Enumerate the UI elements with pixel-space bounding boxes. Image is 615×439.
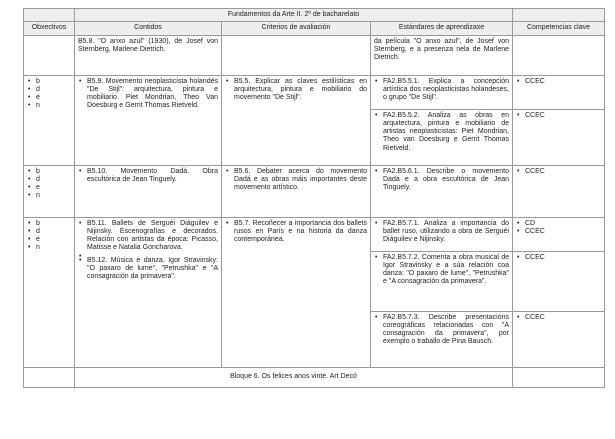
objectives-cell [24,165,75,217]
contents-cell [75,165,222,217]
objective-item: • b [27,220,71,228]
curriculum-table [23,8,605,388]
standards-cell [371,311,513,367]
standard-item: • FA2.B5.7.2. Comenta a obra musical de Igor Stravinsky e a súa relación coa danza: "O paxaro de lume", "Petrushka" e "A consagración da primavera". [374,254,509,287]
competence-item: • CCEC [516,168,601,176]
standard-item: • FA2.B5.5.2. Analiza as obras en arquitectura, pintura e mobiliario de artistas neoplasticistas: Piet Mondrian, Theo van Doesburg e Gerrit Thomas Rietveld. [374,112,509,153]
contents-item: • B5.12. Música e danza. Igor Stravinsky: "O paxaro de lume", "Petrushka" e "A consagración da primavera". [78,257,218,282]
table-row [24,35,605,75]
objective-item: • d [27,86,71,94]
objective-item: • n [27,102,71,110]
competence-item: • CCEC [516,228,601,236]
standards-cell: da película "O anxo azul", de Josef von Sternberg, e a presenza nela de Marlene Dietrich. [371,35,513,75]
objectives-cell [24,217,75,367]
competence-item: • CCEC [516,314,601,322]
competences-cell [513,251,605,311]
competence-item: • CCEC [516,112,601,120]
standard-item: • FA2.B5.5.1. Explica a concepción artística dos neoplasticistas holandeses, o grupo "De Stijl". [374,78,509,103]
header-competences: Competencias clave [513,22,605,35]
header-standards: Estándares de aprendizaxe [371,22,513,35]
contents-item: • B5.10. Movemento Dadá. Obra escultórica de Jean Tinguely. [78,168,218,185]
table-row [24,217,605,251]
header-objectives: Obxectivos [24,22,75,35]
contents-item: • B5.11. Ballets de Serguéi Diáguilev e Nijinsky. Escenografías e decorados. Relación con artistas da época: Picasso, Matisse e Natalia Goncharova. [78,220,218,253]
criteria-item: • B5.6. Debater acerca do movemento Dadá e as obras máis importantes deste movemento artístico. [225,168,367,193]
criteria-cell [222,165,371,217]
competences-cell [513,217,605,251]
criteria-item: • B5.7. Recoñecer a importancia dos ballets rusos en París e na historia da danza contemporánea. [225,220,367,245]
table-row [24,165,605,217]
competence-item: • CCEC [516,254,601,262]
competence-item: • CD [516,220,601,228]
objective-item: • b [27,168,71,176]
contents-cell [75,75,222,165]
criteria-item: • B5.5. Explicar as claves estilísticas en arquitectura, pintura e mobiliario do movemento "De Stijl". [225,78,367,103]
standard-item: • FA2.B5.7.3. Describe presentacións coreográficas relacionadas con "A consagración da primavera", por exemplo o traballo de Pina Bausch. [374,314,509,347]
competences-cell [513,109,605,165]
competences-cell [513,75,605,109]
table-title: Fundamentos da Arte II. 2º de bacharelato [75,9,513,22]
title-row [24,9,605,22]
objective-item: • n [27,192,71,200]
header-criteria: Criterios de avaliación [222,22,371,35]
objective-item: • d [27,176,71,184]
standards-cell [371,251,513,311]
objective-item: • e [27,236,71,244]
block-title: Bloque 6. Os felices anos vinte. Art Decó [75,367,513,387]
objectives-cell [24,75,75,165]
standards-cell [371,75,513,109]
standards-cell [371,109,513,165]
standard-item: • FA2.B5.7.1. Analiza a importancia do ballet ruso, utilizando a obra de Serguéi Diáguilev e Nijinsky. [374,220,509,245]
standards-cell [371,217,513,251]
contents-item: • B5.9. Movemento neoplasticista holandés "De Stijl": arquitectura, pintura e mobiliario. Piet Mondrian, Theo Van Doesburg e Gerrit Thomas Rietveld. [78,78,218,111]
criteria-cell [222,75,371,165]
block-footer-row [24,367,605,387]
header-contents: Contidos [75,22,222,35]
header-row [24,22,605,35]
objective-item: • b [27,78,71,86]
objective-item: • e [27,94,71,102]
standards-cell [371,165,513,217]
contents-cell [75,217,222,367]
criteria-cell [222,217,371,367]
competences-cell [513,311,605,367]
contents-cell: B5.8. "O anxo azul" (1930), de Josef von Sternberg, Marlene Dietrich. [75,35,222,75]
objective-item: • e [27,184,71,192]
table-row [24,75,605,109]
standard-item: • FA2.B5.6.1. Describe o movemento Dadá e a obra escultórica de Jean Tinguely. [374,168,509,193]
competence-item: • CCEC [516,78,601,86]
objective-item: • n [27,244,71,252]
objective-item: • d [27,228,71,236]
competences-cell [513,165,605,217]
